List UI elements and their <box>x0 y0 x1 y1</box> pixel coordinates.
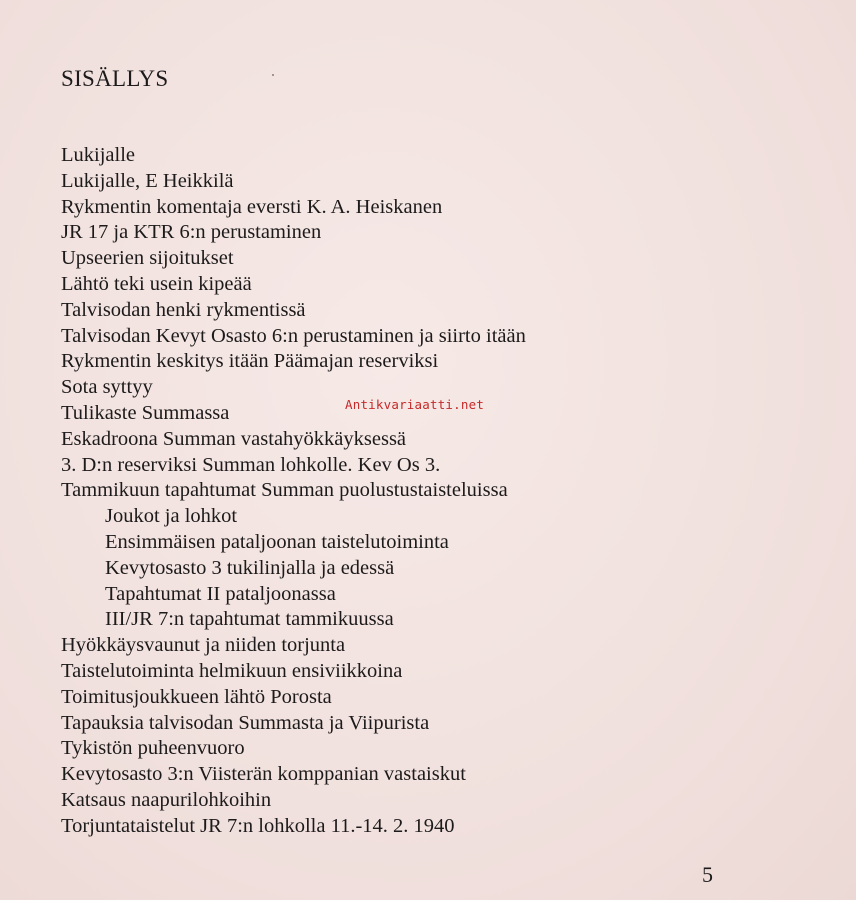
page-title: SISÄLLYS <box>61 66 169 91</box>
toc-entry: Lähtö teki usein kipeää <box>61 272 252 295</box>
toc-subentry: Kevytosasto 3 tukilinjalla ja edessä <box>105 556 395 579</box>
toc-subentry: Ensimmäisen pataljoonan taistelutoiminta <box>105 530 449 553</box>
toc-subentry: Tapahtumat II pataljoonassa <box>105 582 336 605</box>
paper-speck <box>272 74 274 76</box>
watermark-text: Antikvariaatti.net <box>345 397 485 412</box>
toc-entry: Eskadroona Summan vastahyökkäyksessä <box>61 427 407 450</box>
toc-entry: Tammikuun tapahtumat Summan puolustustaisteluissa <box>61 479 508 502</box>
toc-entry: JR 17 ja KTR 6:n perustaminen <box>61 221 322 244</box>
toc-entry: Rykmentin keskitys itään Päämajan reserviksi <box>61 350 439 373</box>
table-of-contents <box>61 143 526 840</box>
toc-entry: Taistelutoiminta helmikuun ensiviikkoina <box>61 659 403 682</box>
toc-entry: Lukijalle <box>61 144 136 166</box>
toc-entry: Lukijalle, E Heikkilä <box>61 169 234 192</box>
toc-entry: Toimitusjoukkueen lähtö Porosta <box>61 685 332 708</box>
toc-entry: Katsaus naapurilohkoihin <box>61 788 272 811</box>
toc-entry: Upseerien sijoitukset <box>61 247 234 270</box>
toc-entry: Talvisodan henki rykmentissä <box>61 298 306 321</box>
toc-entry: Tapauksia talvisodan Summasta ja Viipurista <box>61 711 430 734</box>
toc-entry: Tykistön puheenvuoro <box>61 737 245 760</box>
toc-entry: Sota syttyy <box>61 376 153 399</box>
toc-subentry: III/JR 7:n tapahtumat tammikuussa <box>105 608 394 631</box>
toc-subentry: Joukot ja lohkot <box>105 505 238 528</box>
toc-entry: Talvisodan Kevyt Osasto 6:n perustaminen ja siirto itään <box>61 324 526 347</box>
toc-entry: Hyökkäysvaunut ja niiden torjunta <box>61 634 346 657</box>
toc-entry: Kevytosasto 3:n Viisterän komppanian vastaiskut <box>61 763 466 786</box>
page-number: 5 <box>702 862 713 887</box>
toc-entry: Torjuntataistelut JR 7:n lohkolla 11.-14. 2. 1940 <box>61 814 455 837</box>
toc-entry: Rykmentin komentaja eversti K. A. Heiskanen <box>61 195 443 218</box>
toc-entry: 3. D:n reserviksi Summan lohkolle. Kev Os 3. <box>61 453 441 476</box>
toc-entry: Tulikaste Summassa <box>61 401 230 424</box>
